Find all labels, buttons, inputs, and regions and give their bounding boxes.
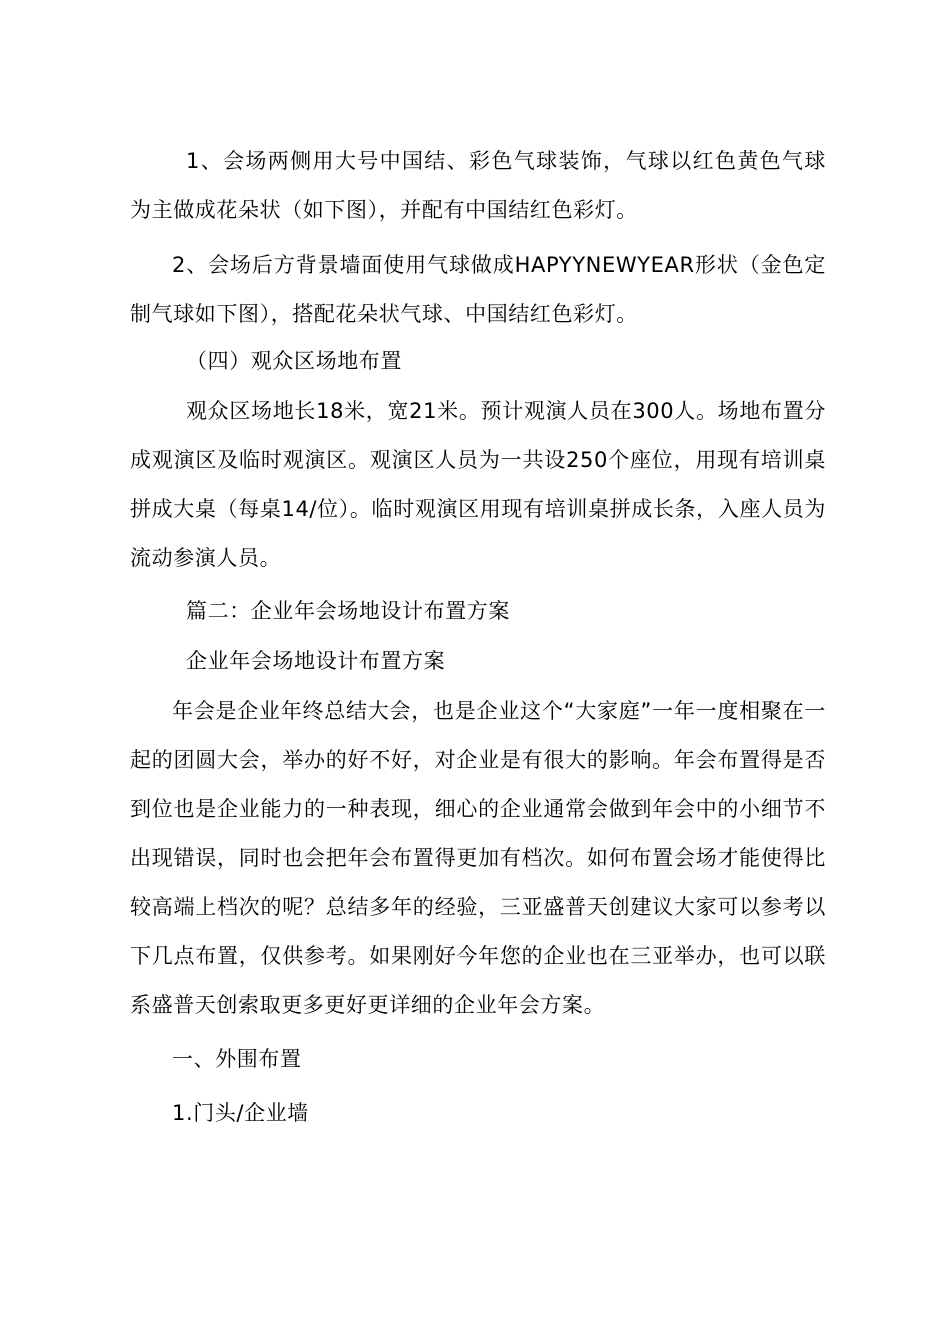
paragraph-backdrop-wall: 2、会场后方背景墙面使用气球做成HAPYYNEWYEAR形状（金色定制气球如下图），搭配花朵状气球、中国结红色彩灯。 [130,253,826,326]
heading-plan-title: 企业年会场地设计布置方案 [186,649,446,673]
heading-audience-area: （四）观众区场地布置 [186,349,402,373]
paragraph-decor-sides: 1、会场两侧用大号中国结、彩色气球装饰，气球以红色黄色气球为主做成花朵状（如下图），并配有中国结红色彩灯。 [130,149,826,222]
heading-part-two: 篇二：企业年会场地设计布置方案 [186,599,510,623]
paragraph-audience-area: 观众区场地长18米，宽21米。预计观演人员在300人。场地布置分成观演区及临时观演区。观演区人员为一共设250个座位，用现有培训桌拼成大桌（每桌14/位）。临时观演区用现有培训桌拼成长条，入座人员为流动参演人员。 [130,399,826,570]
paragraph-annual-meeting-intro: 年会是企业年终总结大会，也是企业这个“大家庭”一年一度相聚在一起的团圆大会，举办的好不好，对企业是有很大的影响。年会布置得是否到位也是企业能力的一种表现，细心的企业通常会做到年会中的小细节不出现错误，同时也会把年会布置得更加有档次。如何布置会场才能使得比较高端上档次的呢？总结多年的经验，三亚盛普天创建议大家可以参考以下几点布置，仅供参考。如果刚好今年您的企业也在三亚举办，也可以联系盛普天创索取更多更好更详细的企业年会方案。 [130,699,826,1017]
heading-outer-layout: 一、外围布置 [172,1047,302,1071]
heading-door-wall: 1.门头/企业墙 [172,1101,309,1125]
